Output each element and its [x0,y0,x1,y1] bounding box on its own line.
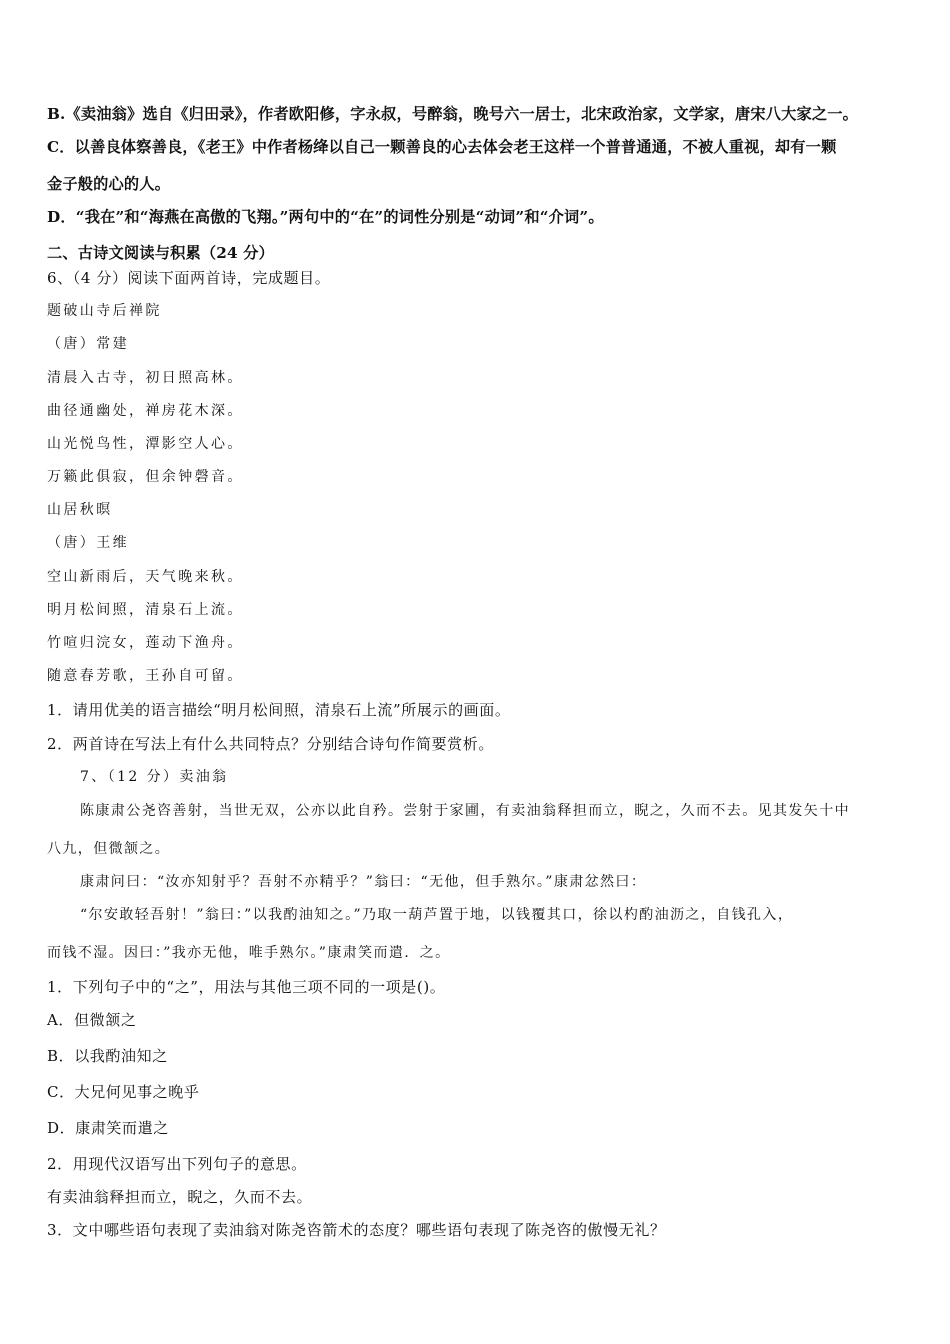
question-6-stem: 6、（4 分）阅读下面两首诗，完成题目。 [47,269,331,287]
choice-b: B．以我酌油知之 [47,1047,168,1065]
question-6-sub2: 2．两首诗在写法上有什么共同特点？分别结合诗句作简要赏析。 [47,735,494,753]
poem2-line: 明月松间照，清泉石上流。 [47,602,244,618]
option-c-line1: C．以善良体察善良，《老王》中作者杨绛以自己一颗善良的心去体会老王这样一个普普通通，不被人重视，却有一颗 [47,138,837,156]
poem1-author: （唐）常建 [47,336,129,352]
question-7-sub2-sentence: 有卖油翁释担而立，睨之，久而不去。 [47,1188,313,1206]
poem1-line: 山光悦鸟性，潭影空人心。 [47,436,244,452]
poem2-line: 空山新雨后，天气晚来秋。 [47,569,244,585]
passage-para1-line1: 陈康肃公尧咨善射，当世无双，公亦以此自矜。尝射于家圃，有卖油翁释担而立，睨之，久而不去。见其发矢十中 [80,803,850,819]
poem2-line: 竹喧归浣女，莲动下渔舟。 [47,635,244,651]
question-7-sub1: 1．下列句子中的“之”，用法与其他三项不同的一项是()。 [47,978,446,996]
option-b: B.《卖油翁》选自《归田录》，作者欧阳修，字永叔，号醉翁，晚号六一居士，北宋政治家，文学家，唐宋八大家之一。 [47,105,859,123]
option-c-line2: 金子般的心的人。 [47,175,171,193]
passage-para1-line2: 八九，但微颔之。 [47,841,171,857]
question-6-sub1: 1．请用优美的语言描绘“明月松间照，清泉石上流”所展示的画面。 [47,701,511,719]
question-7-sub3: 3．文中哪些语句表现了卖油翁对陈尧咨箭术的态度？哪些语句表现了陈尧咨的傲慢无礼？ [47,1221,666,1239]
poem2-title: 山居秋暝 [47,502,113,518]
poem1-title: 题破山寺后禅院 [47,303,162,319]
poem2-author: （唐）王维 [47,535,129,551]
poem1-line: 清晨入古寺，初日照高林。 [47,370,244,386]
poem1-line: 万籁此俱寂，但余钟磬音。 [47,469,244,485]
question-7-sub2: 2．用现代汉语写出下列句子的意思。 [47,1155,307,1173]
choice-d: D．康肃笑而遣之 [47,1119,169,1137]
poem2-line: 随意春芳歌，王孙自可留。 [47,668,244,684]
choice-c: C．大兄何见事之晚乎 [47,1083,200,1101]
passage-para3-line2: 而钱不湿。因曰：”我亦无他，唯手熟尔。”康肃笑而遣．之。 [47,945,451,961]
poem1-line: 曲径通幽处，禅房花木深。 [47,403,244,419]
choice-a: A．但微颔之 [47,1011,137,1029]
question-7-stem: 7、（12 分）卖油翁 [80,769,229,785]
passage-para2: 康肃问曰：“汝亦知射乎？吾射不亦精乎？”翁曰：“无他，但手熟尔。”康肃忿然曰： [80,874,647,890]
option-d: D．“我在”和“海燕在高傲的飞翔。”两句中的“在”的词性分别是“动词”和“介词”。 [47,208,604,226]
section-heading: 二、古诗文阅读与积累（24 分） [47,244,275,262]
passage-para3-line1: “尔安敢轻吾射！”翁曰：”以我酌油知之。”乃取一葫芦置于地，以钱覆其口，徐以杓酌油沥之，自钱孔入， [80,907,794,923]
